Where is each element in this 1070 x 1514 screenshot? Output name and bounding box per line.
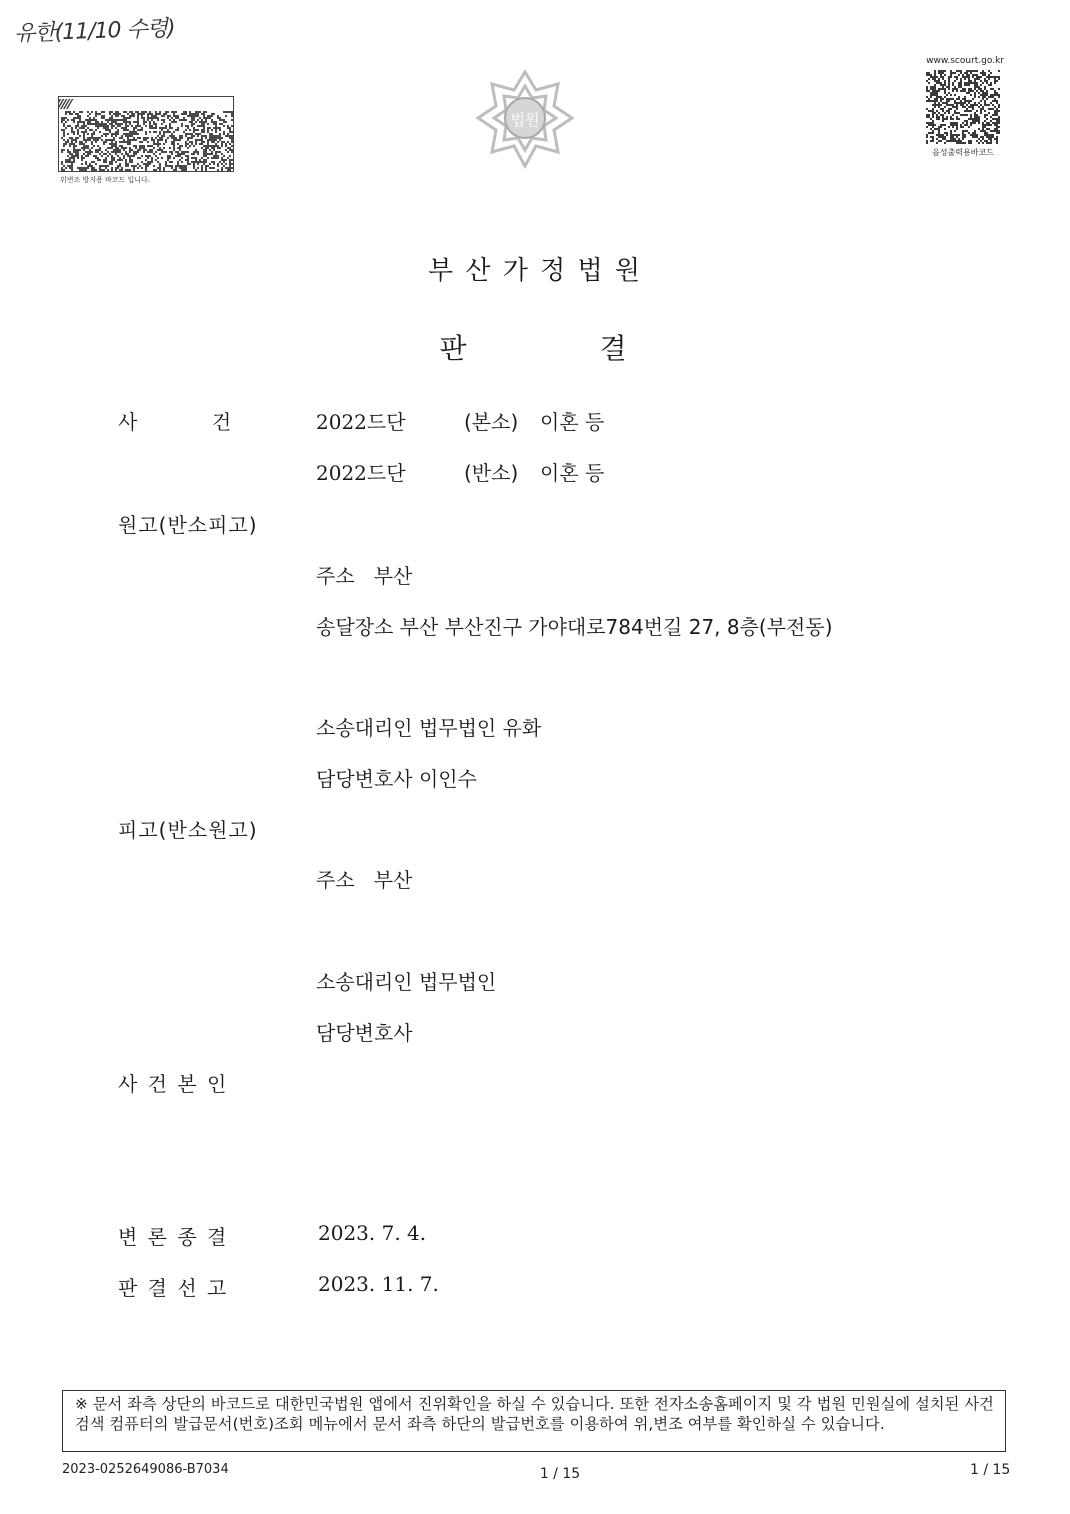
case-type-counter: (반소): [464, 461, 519, 485]
sentence-date-label: 판 결 선 고: [118, 1276, 229, 1300]
plaintiff-attorney: 담당변호사 이인수: [316, 767, 477, 791]
anti-forgery-barcode: [58, 96, 234, 172]
qr-caption: 음성출력용바코드: [932, 148, 994, 157]
page-number-center: 1 / 15: [539, 1466, 581, 1482]
defendant-label: 피고(반소원고): [118, 818, 258, 842]
case-principal-label: 사 건 본 인: [118, 1072, 229, 1096]
case-type-main: (본소): [464, 410, 519, 434]
case-title-main: 이혼 등: [540, 410, 605, 434]
closing-date-label: 변 론 종 결: [118, 1225, 229, 1249]
issue-number: 2023-0252649086-B7034: [62, 1462, 229, 1477]
sentence-date-value: 2023. 11. 7.: [318, 1272, 439, 1296]
voice-output-qr-code: [926, 70, 1000, 144]
court-name: 부 산 가 정 법 원: [427, 256, 643, 286]
case-label: 사 건: [118, 410, 233, 434]
plaintiff-label: 원고(반소피고): [118, 513, 258, 537]
seal-text: 법원: [510, 111, 540, 129]
handwritten-note: 유한(11/10 수령): [13, 16, 176, 47]
plaintiff-address: 주소 부산: [316, 564, 413, 588]
plaintiff-agent: 소송대리인 법무법인 유화: [316, 716, 542, 740]
defendant-address: 주소 부산: [316, 868, 413, 892]
defendant-agent: 소송대리인 법무법인: [316, 970, 497, 994]
court-seal-logo: [472, 66, 578, 172]
barcode-caption: 위변조 방지용 바코드 입니다.: [60, 176, 151, 184]
case-title-counter: 이혼 등: [540, 461, 605, 485]
page-number-right: 1 / 15: [970, 1462, 1011, 1478]
case-number-counter: 2022드단: [316, 461, 406, 485]
defendant-attorney: 담당변호사: [316, 1021, 413, 1045]
case-number-main: 2022드단: [316, 410, 406, 434]
closing-date-value: 2023. 7. 4.: [318, 1221, 427, 1245]
site-url: www.scourt.go.kr: [926, 56, 1004, 66]
plaintiff-delivery-address: 송달장소 부산 부산진구 가야대로784번길 27, 8층(부전동): [316, 615, 833, 639]
document-title: 판 결: [439, 332, 631, 365]
verification-notice: ※ 문서 좌측 상단의 바코드로 대한민국법원 앱에서 진위확인을 하실 수 있습니다. 또한 전자소송홈페이지 및 각 법원 민원실에 설치된 사건검색 컴퓨터의 발급문서(번호)조회 메뉴에서 문서 좌측 하단의 발급번호를 이용하여 위,변조 여부를 확인하실 수 있습니다.: [62, 1390, 1006, 1452]
